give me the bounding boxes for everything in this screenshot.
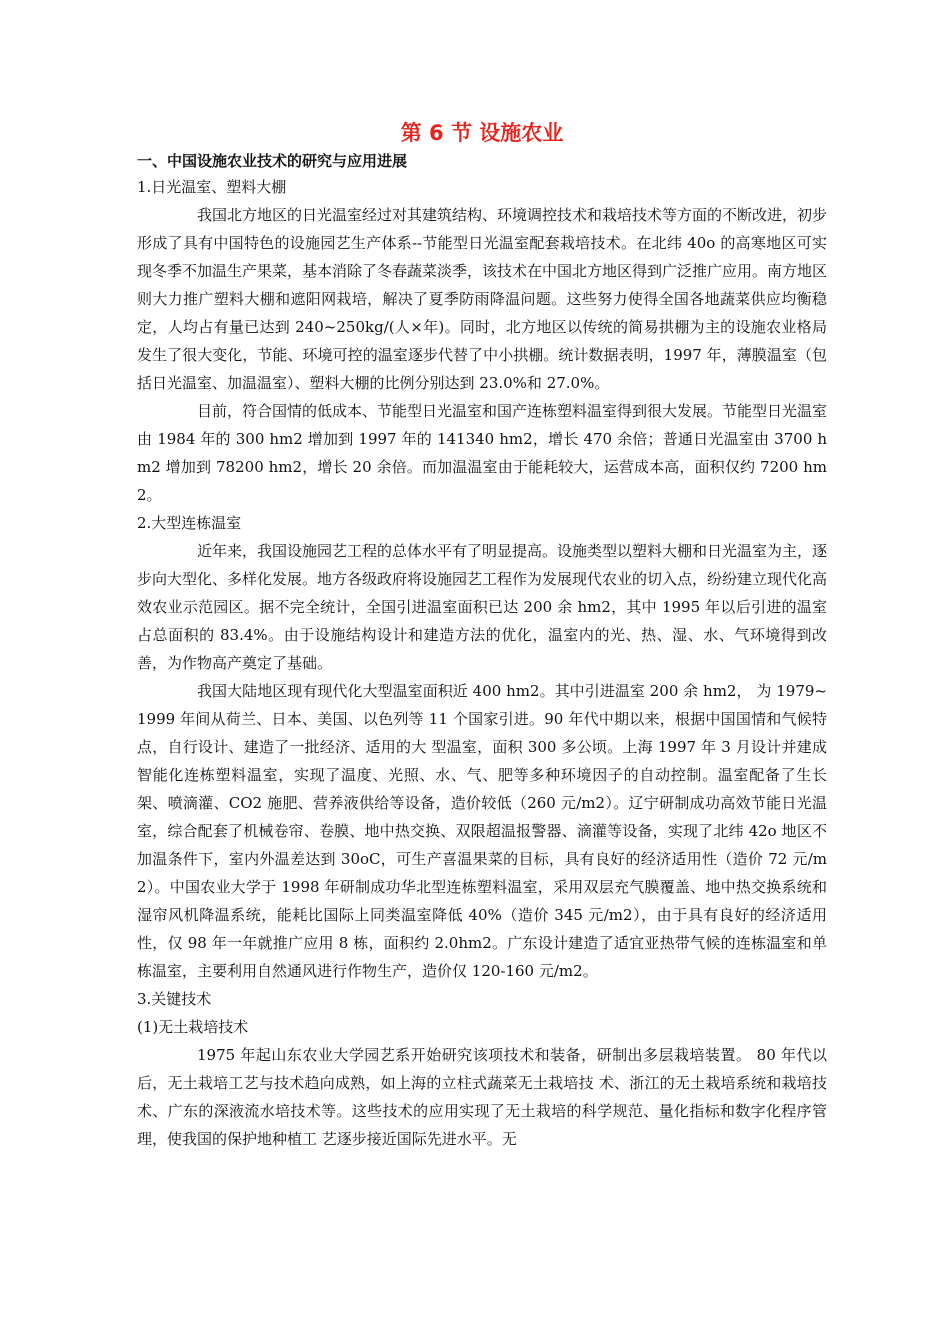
page-title: 第 6 节 设施农业 (400, 121, 564, 145)
paragraph: 我国北方地区的日光温室经过对其建筑结构、环境调控技术和栽培技术等方面的不断改进，初步形成了具有中国特色的设施园艺生产体系--节能型日光温室配套栽培技术。在北纬 40o 的高寒地区可实现冬季不加温生产果菜，基本消除了冬春蔬菜淡季，该技术在中国北方地区得到广泛推广应用。南方地区则大力推广塑料大棚和遮阳网栽培，解决了夏季防雨降温问题。这些努力使得全国各地蔬菜供应均衡稳定，人均占有量已达到 240~250kg/(人×年)。同时，北方地区以传统的简易拱棚为主的设施农业格局发生了很大变化，节能、环境可控的温室逐步代替了中小拱棚。统计数据表明，1997 年，薄膜温室（包括日光温室、加温温室）、塑料大棚的比例分别达到 23.0%和 27.0%。 (137, 206, 828, 392)
section-heading: 一、中国设施农业技术的研究与应用进展 (137, 152, 408, 170)
subsection-heading: 3.关键技术 (137, 990, 212, 1008)
subsubsection-heading: (1)无土栽培技术 (137, 1018, 249, 1036)
subsection-heading: 1.日光温室、塑料大棚 (137, 178, 287, 196)
document-page (137, 118, 827, 1153)
subsection-heading: 2.大型连栋温室 (137, 514, 242, 532)
paragraph: 目前，符合国情的低成本、节能型日光温室和国产连栋塑料温室得到很大发展。节能型日光温室由 1984 年的 300 hm2 增加到 1997 年的 141340 hm2，增长 470 余倍；普通日光温室由 3700 hm2 增加到 78200 hm2，增长 20 余倍。而加温温室由于能耗较大，运营成本高，面积仅约 7200 hm2。 (137, 402, 828, 504)
paragraph: 1975 年起山东农业大学园艺系开始研究该项技术和装备，研制出多层栽培装置。 80 年代以后，无土栽培工艺与技术趋向成熟，如上海的立柱式蔬菜无土栽培技 术、浙江的无土栽培系统和栽培技术、广东的深液流水培技术等。这些技术的应用实现了无土栽培的科学规范、量化指标和数字化程序管理，使我国的保护地种植工 艺逐步接近国际先进水平。无 (137, 1046, 827, 1148)
paragraph: 近年来，我国设施园艺工程的总体水平有了明显提高。设施类型以塑料大棚和日光温室为主，逐步向大型化、多样化发展。地方各级政府将设施园艺工程作为发展现代农业的切入点，纷纷建立现代化高效农业示范园区。据不完全统计，全国引进温室面积已达 200 余 hm2，其中 1995 年以后引进的温室占总面积的 83.4%。由于设施结构设计和建造方法的优化，温室内的光、热、湿、水、气环境得到改善，为作物高产奠定了基础。 (137, 542, 828, 672)
paragraph: 我国大陆地区现有现代化大型温室面积近 400 hm2。其中引进温室 200 余 hm2， 为 1979~1999 年间从荷兰、日本、美国、以色列等 11 个国家引进。90 年代中期以来，根据中国国情和气候特点，自行设计、建造了一批经济、适用的大 型温室，面积 300 多公顷。上海 1997 年 3 月设计并建成智能化连栋塑料温室，实现了温度、光照、水、气、肥等多种环境因子的自动控制。温室配备了生长 架、喷滴灌、CO2 施肥、营养液供给等设备，造价较低（260 元/m2）。辽宁研制成功高效节能日光温室，综合配套了机械卷帘、卷膜、地中热交换、双限超温报警器、滴灌等设备，实现了北纬 42o 地区不加温条件下，室内外温差达到 30oC，可生产喜温果菜的目标，具有良好的经济适用性（造价 72 元/m2）。中国农业大学于 1998 年研制成功华北型连栋塑料温室，采用双层充气膜覆盖、地中热交换系统和湿帘风机降温系统，能耗比国际上同类温室降低 40%（造价 345 元/m2），由于具有良好的经济适用性，仅 98 年一年就推广应用 8 栋，面积约 2.0hm2。广东设计建造了适宜亚热带气候的连栋温室和单栋温室，主要利用自然通风进行作物生产，造价仅 120-160 元/m2。 (137, 682, 827, 980)
